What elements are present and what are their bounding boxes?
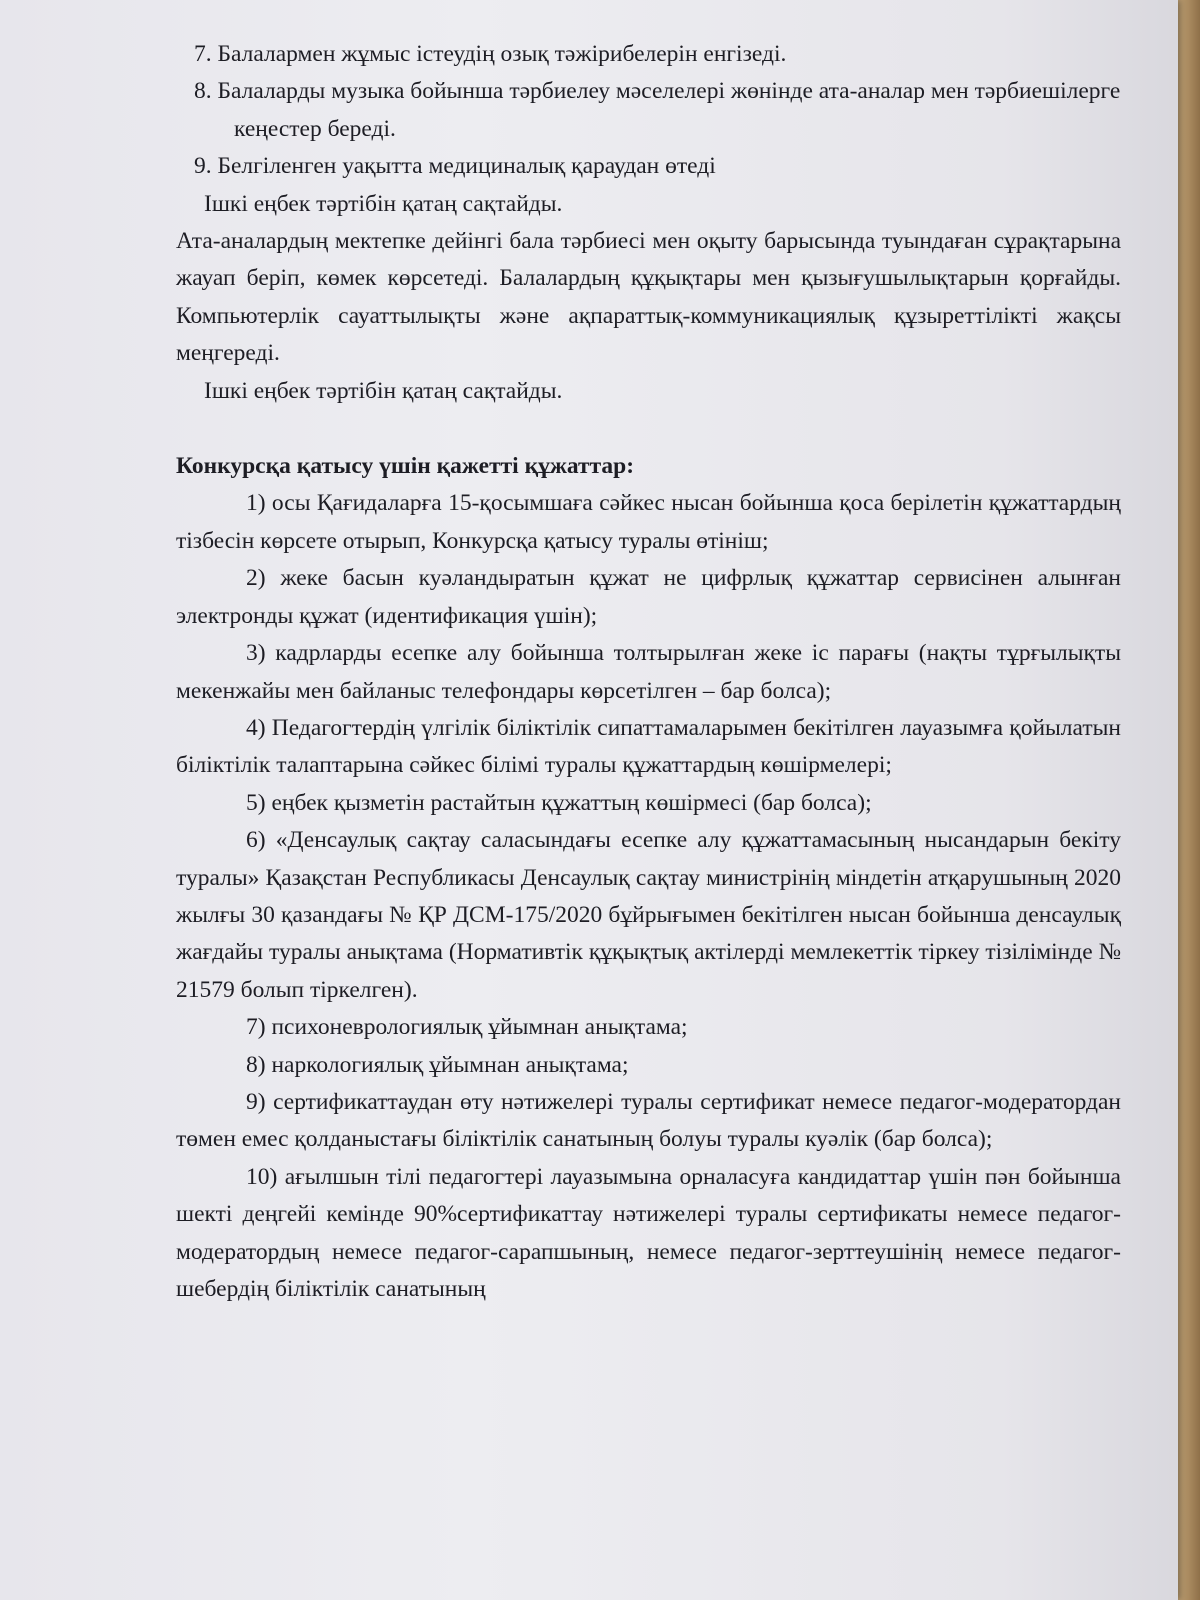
- parents-paragraph: Ата-аналардың мектепке дейінгі бала тәрбиесі мен оқыту барысында туындаған сұрақтарына жауап беріп, көмек көрсетеді. Балалардың құқықтары мен қызығушылықтарын қорғайды. Компьютерлік сауаттылықты және ақпараттық-коммуникациялық құзыреттілікті жақсы меңгереді.: [176, 228, 1121, 367]
- documents-heading: Конкурсқа қатысу үшін қажетті құжаттар:: [176, 453, 635, 480]
- duty-item-7: 7. Балалармен жұмыс істеудің озық тәжірибелерін енгізеді.: [194, 41, 787, 67]
- document-item-1: 1) осы Қағидаларға 15-қосымшаға сәйкес нысан бойынша қоса берілетін құжаттардың тізбесін көрсете отырып, Конкурсқа қатысу туралы өтініш;: [176, 490, 1121, 554]
- document-item-5: 5) еңбек қызметін растайтын құжаттың көшірмесі (бар болса);: [246, 789, 872, 816]
- document-item-3: 3) кадрларды есепке алу бойынша толтырылған жеке іс парағы (нақты тұрғылықты мекенжайы мен байланыс телефондары көрсетілген – бар болса);: [176, 640, 1121, 704]
- document-item-8: 8) наркологиялық ұйымнан анықтама;: [246, 1051, 629, 1078]
- document-item-4: 4) Педагогтердің үлгілік біліктілік сипаттамаларымен бекітілген лауазымға қойылатын біліктілік талаптарына сәйкес білімі туралы құжаттардың көшірмелері;: [176, 714, 1121, 779]
- duty-item-9: 9. Белгіленген уақытта медициналық қараудан өтеді: [194, 153, 716, 180]
- document-text: [176, 36, 1121, 1308]
- discipline-line-2: Ішкі еңбек тәртібін қатаң сақтайды.: [204, 377, 563, 404]
- document-item-9: 9) сертификаттаудан өту нәтижелері туралы сертификат немесе педагог-модератордан төмен емес қолданыстағы біліктілік санатының болуы туралы куәлік (бар болса);: [176, 1088, 1121, 1153]
- document-item-6: 6) «Денсаулық сақтау саласындағы есепке алу құжаттамасының нысандарын бекіту туралы» Қазақстан Республикасы Денсаулық сақтау министрінің міндетін атқарушының 2020 жылғы 30 қазандағы № ҚР ДСМ-175/2020 бұйрығымен бекітілген нысан бойынша денсаулық жағдайы туралы анықтама (Нормативтік құқықтық актілерді мемлекеттік тіркеу тізілімінде № 21579 болып тіркелген).: [176, 827, 1121, 1003]
- document-item-7: 7) психоневрологиялық ұйымнан анықтама;: [246, 1014, 688, 1041]
- document-item-2: 2) жеке басын куәландыратын құжат не цифрлық құжаттар сервисінен алынған электронды құжат (идентификация үшін);: [176, 565, 1121, 629]
- discipline-line-1: Ішкі еңбек тәртібін қатаң сақтайды.: [204, 190, 563, 217]
- duty-item-8: 8. Балаларды музыка бойынша тәрбиелеу мәселелері жөнінде ата-аналар мен тәрбиешілерге кеңестер береді.: [194, 78, 1121, 142]
- document-item-10: 10) ағылшын тілі педагогтері лауазымына орналасуға кандидаттар үшін пән бойынша шекті деңгейі кемінде 90%сертификаттау нәтижелері туралы сертификаты немесе педагог-модератордың немесе педагог-сарапшының, немесе педагог-зерттеушінің немесе педагог-шебердің біліктілік санатының: [176, 1163, 1121, 1302]
